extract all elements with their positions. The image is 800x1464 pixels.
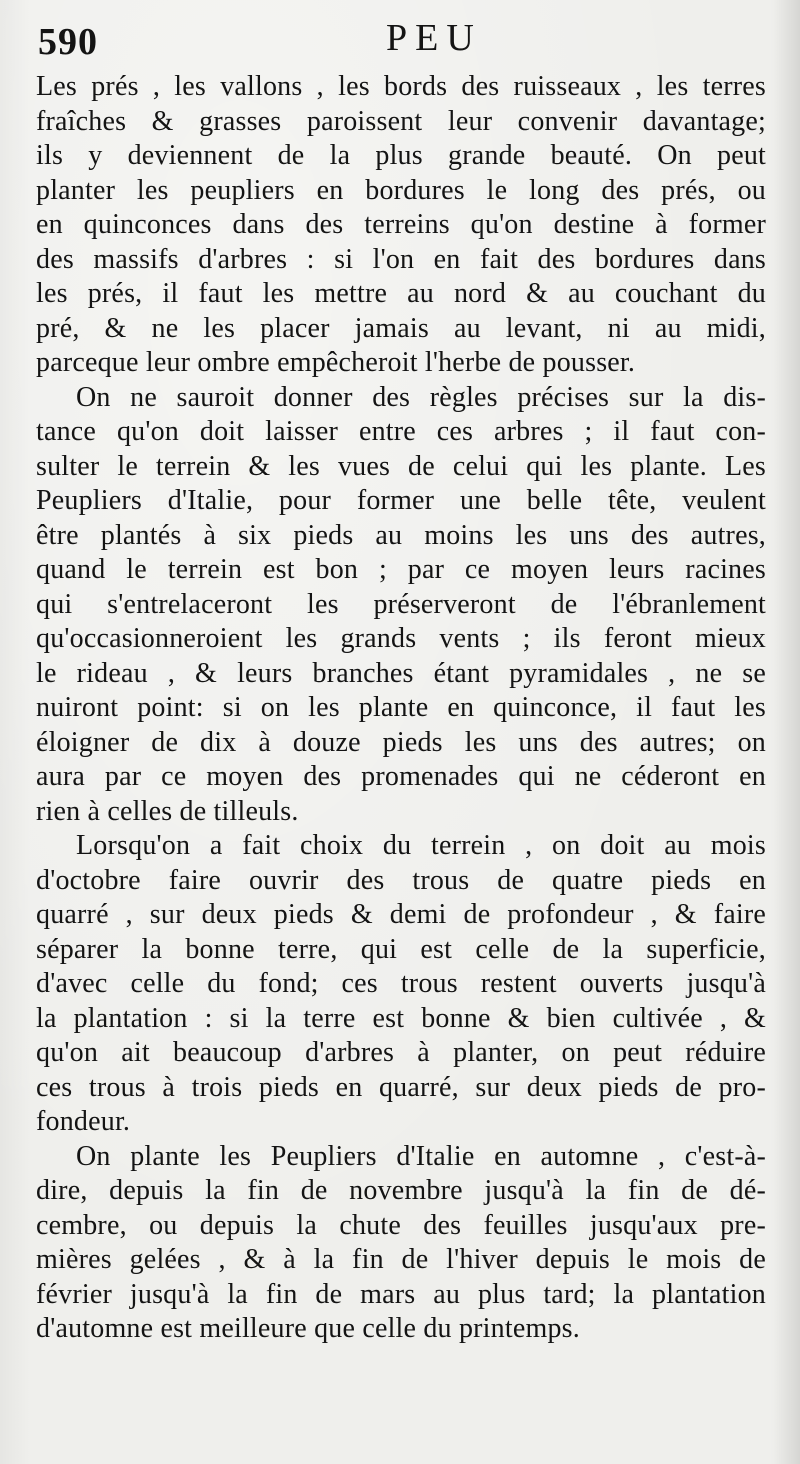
text-line: quarré , sur deux pieds & demi de profondeur , & faire [36, 899, 766, 930]
text-line: Les prés , les vallons , les bords des ruisseaux , les terres [36, 71, 766, 102]
text-line: qui s'entrelaceront les préserveront de l'ébranlement [36, 588, 766, 620]
body-text [36, 70, 766, 1347]
text-line: rien à celles de tilleuls. [36, 795, 299, 827]
text-line: cembre, ou depuis la chute des feuilles jusqu'aux pre- [36, 1209, 766, 1241]
text-line: d'octobre faire ouvrir des trous de quatre pieds en [36, 864, 766, 896]
text-line: être plantés à six pieds au moins les uns des autres, [36, 519, 766, 551]
text-line: ces trous à trois pieds en quarré, sur deux pieds de pro- [36, 1071, 766, 1103]
text-line: aura par ce moyen des promenades qui ne céderont en [36, 761, 766, 792]
text-line: pré, & ne les placer jamais au levant, ni au midi, [36, 312, 766, 344]
text-line: fondeur. [36, 1106, 131, 1137]
text-line: planter les peupliers en bordures le long des prés, ou [36, 174, 766, 206]
text-line: sulter le terrein & les vues de celui qui les plante. Les [36, 450, 766, 482]
text-line: On plante les Peupliers d'Italie en automne , c'est-à- [76, 1140, 766, 1172]
text-line: d'automne est meilleure que celle du printemps. [36, 1313, 580, 1344]
text-line: février jusqu'à la fin de mars au plus tard; la plantation [36, 1278, 766, 1310]
text-line: tance qu'on doit laisser entre ces arbres ; il faut con- [36, 416, 766, 447]
text-line: On ne sauroit donner des règles précises sur la dis- [76, 381, 766, 413]
text-line: le rideau , & leurs branches étant pyramidales , ne se [36, 657, 766, 689]
text-line: d'avec celle du fond; ces trous restent ouverts jusqu'à [36, 968, 766, 999]
text-line: en quinconces dans des terreins qu'on destine à former [36, 209, 766, 240]
page-number: 590 [38, 21, 98, 63]
text-line: la plantation : si la terre est bonne & bien cultivée , & [36, 1002, 766, 1034]
text-line: Peupliers d'Italie, pour former une belle tête, veulent [36, 485, 766, 516]
text-line: mières gelées , & à la fin de l'hiver depuis le mois de [36, 1244, 766, 1275]
text-line: fraîches & grasses paroissent leur convenir davantage; [36, 105, 766, 137]
text-line: ils y deviennent de la plus grande beauté. On peut [36, 140, 766, 171]
running-head: PEU [386, 17, 482, 59]
text-line: les prés, il faut les mettre au nord & au couchant du [36, 278, 766, 309]
page-header [36, 14, 760, 62]
text-line: quand le terrein est bon ; par ce moyen leurs racines [36, 554, 766, 585]
page-edge-shadow [774, 0, 800, 1464]
text-line: des massifs d'arbres : si l'on en fait des bordures dans [36, 243, 766, 275]
text-line: parceque leur ombre empêcheroit l'herbe de pousser. [36, 347, 636, 378]
text-line: Lorsqu'on a fait choix du terrein , on doit au mois [76, 830, 766, 861]
text-line: nuiront point: si on les plante en quinconce, il faut les [36, 692, 766, 723]
text-line: qu'occasionneroient les grands vents ; ils feront mieux [36, 623, 766, 654]
text-line: éloigner de dix à douze pieds les uns des autres; on [36, 726, 766, 758]
text-line: séparer la bonne terre, qui est celle de la superficie, [36, 933, 766, 965]
text-line: dire, depuis la fin de novembre jusqu'à la fin de dé- [36, 1175, 766, 1206]
text-line: qu'on ait beaucoup d'arbres à planter, on peut réduire [36, 1037, 766, 1068]
